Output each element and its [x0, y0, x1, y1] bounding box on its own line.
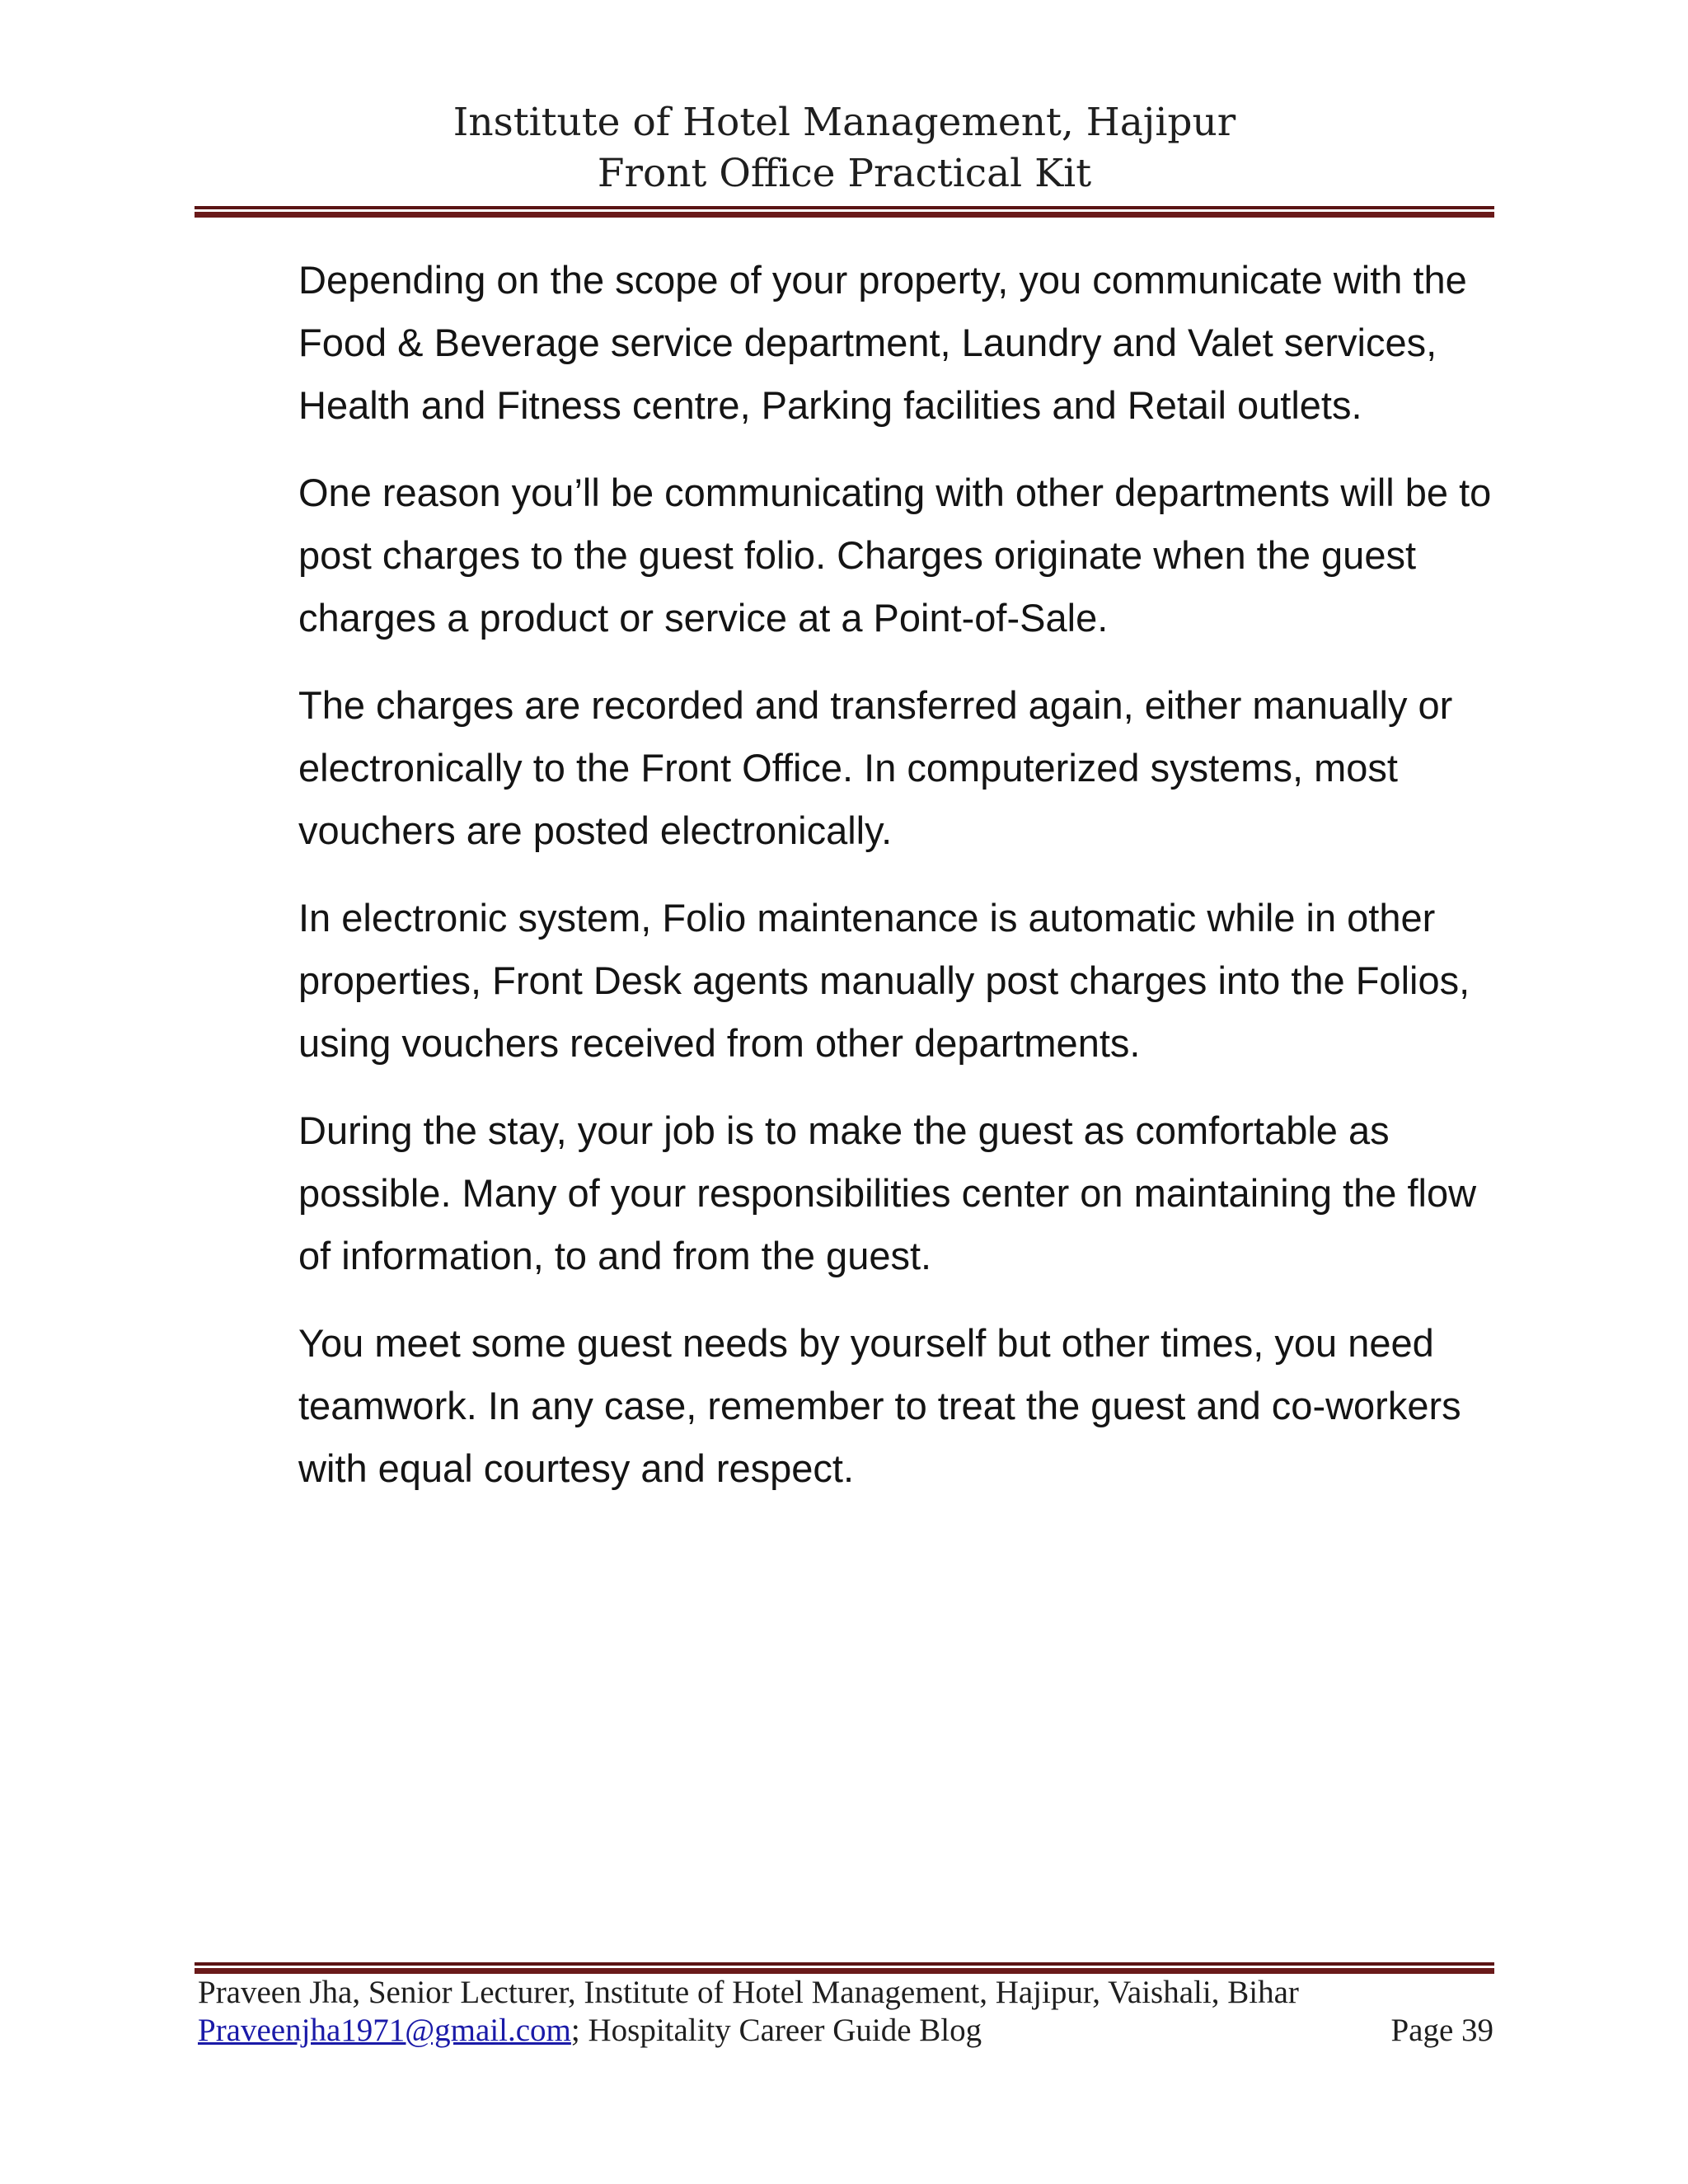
body-paragraph: The charges are recorded and transferred again, either manually or electronically to the Front Office. In computerized systems, most vouchers are posted electronically.: [298, 683, 1453, 852]
page-number: Page 39: [1390, 2013, 1493, 2048]
page-body: [298, 249, 1502, 1525]
footer-contact: [198, 2012, 982, 2050]
header-subtitle: Front Office Practical Kit: [597, 151, 1092, 196]
body-paragraph: You meet some guest needs by yourself but other times, you need teamwork. In any case, remember to treat the guest and co-workers with equal courtesy and respect.: [298, 1321, 1461, 1490]
page-footer: [198, 1974, 1493, 2050]
page-header: [195, 97, 1494, 199]
header-divider: [195, 206, 1494, 218]
body-paragraph: One reason you’ll be communicating with other departments will be to post charges to the guest folio. Charges originate when the guest charges a product or service at a Point-of-Sale.: [298, 471, 1492, 640]
body-paragraph: Depending on the scope of your property, you communicate with the Food & Beverage service department, Laundry and Valet services, Health and Fitness centre, Parking facilities and Retail outlets.: [298, 258, 1467, 427]
body-paragraph: In electronic system, Folio maintenance is automatic while in other properties, Front Desk agents manually post charges into the Folios, using vouchers received from other departments.: [298, 896, 1470, 1065]
footer-divider: [195, 1962, 1494, 1974]
body-paragraph: During the stay, your job is to make the guest as comfortable as possible. Many of your responsibilities center on maintaining the flow of information, to and from the guest.: [298, 1108, 1477, 1277]
footer-author: Praveen Jha, Senior Lecturer, Institute of Hotel Management, Hajipur, Vaishali, Bihar: [198, 1975, 1299, 2010]
footer-blog-text: ; Hospitality Career Guide Blog: [570, 2013, 982, 2048]
header-title: Institute of Hotel Management, Hajipur: [452, 100, 1236, 145]
email-link[interactable]: Praveenjha1971@gmail.com: [198, 2013, 571, 2048]
